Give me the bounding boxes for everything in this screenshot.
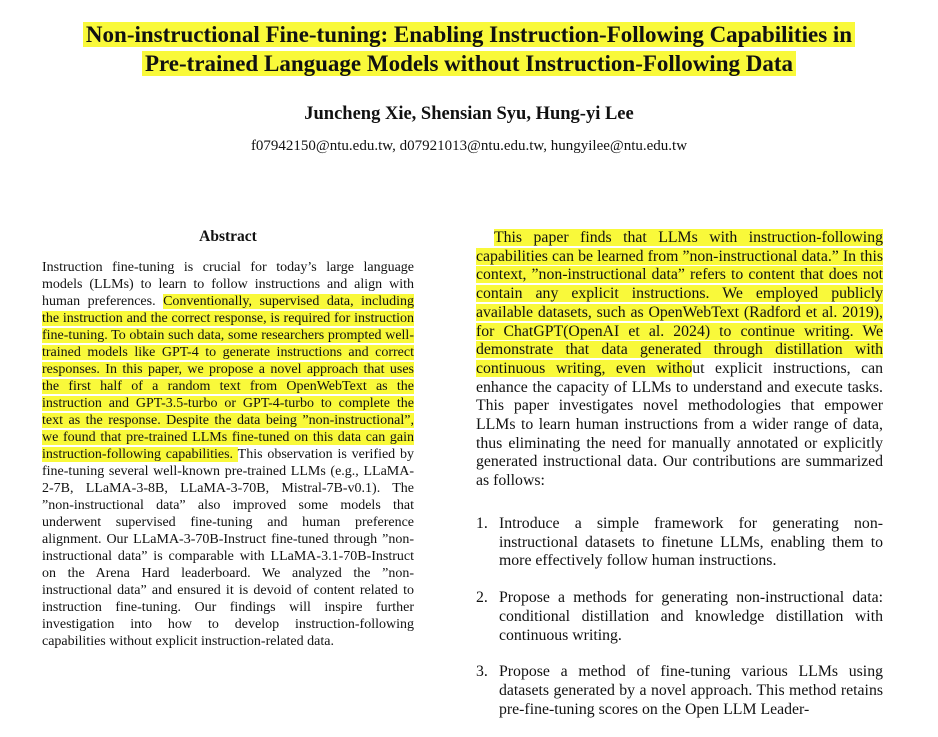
list-item-number: 1. [476, 515, 488, 532]
author-emails: f07942150@ntu.edu.tw, d07921013@ntu.edu.tw, hungyilee@ntu.edu.tw [250, 138, 688, 154]
abstract-body [42, 259, 414, 650]
list-item [476, 589, 883, 645]
author-list: Juncheng Xie, Shensian Syu, Hung-yi Lee [304, 104, 634, 124]
intro-highlight: This paper finds that LLMs with instruction-following capabilities can be learned from ”non-instructional data.” In this context, ”non-instructional data” refers to content that does not contain any explicit instructions. We employed publicly available datasets, such as OpenWebText (Radford et al. 2019), for ChatGPT(OpenAI et al. 2024) to continue writing. We demonstrate that data generated through distillation with continuous writing, even witho [476, 229, 883, 377]
section-heading-fragment [150, 710, 350, 716]
list-item-text: Introduce a simple framework for generating non-instructional datasets to finetune LLMs, enabling them to more effectively follow human instructions. [499, 515, 883, 570]
list-item [476, 515, 883, 571]
paper-title [0, 20, 938, 78]
intro-paragraph [476, 229, 883, 491]
abstract-text-end: This observation is verified by fine-tuning several well-known pre-trained LLMs (e.g., LLaMA-2-7B, LLaMA-3-8B, LLaMA-3-70B, Mistral-7B-v0.1). The ”non-instructional data” also improved some models that underwent supervised fine-tuning and human preference alignment. Our LLaMA-3-70B-Instruct fine-tuned through ”non-instructional data” is comparable with LLaMA-3.1-70B-Instruct on the Arena Hard leaderboard. We analyzed the ”non-instructional data” and ensured it is devoid of content related to instruction fine-tuning. Our findings will inspire further investigation into how to develop instruction-following capabilities without explicit instruction-related data. [42, 447, 414, 649]
intro-text: ut explicit instructions, can enhance the capacity of LLMs to understand and execute tasks. This paper investigates novel methodologies that empower LLMs to learn human instructions from a wider range of data, thus eliminating the need for manually annotated or explicitly generated instructional data. Our contributions are summarized as follows: [476, 359, 883, 490]
list-item-text: Propose a method of fine-tuning various LLMs using datasets generated by a novel approach. This method retains pre-fine-tuning scores on the Open LLM Leader- [499, 663, 883, 718]
list-item [476, 663, 883, 719]
list-item-number: 2. [476, 589, 488, 607]
paper-title-line2: Pre-trained Language Models without Instruction-Following Data [142, 51, 796, 76]
list-item-number: 3. [476, 663, 488, 681]
contributions-list [476, 515, 883, 737]
abstract-highlight: Conventionally, supervised data, including the instruction and the correct response, is required for instruction fine-tuning. To obtain such data, some researchers prompted well-trained models like GPT-4 to generate instructions and correct responses. In this paper, we propose a novel approach that uses the first half of a random text from OpenWebText as the instruction and GPT-3.5-turbo or GPT-4-turbo to complete the text as the response. Despite the data being ”non-instructional”, we found that pre-trained LLMs fine-tuned on this data can gain instruction-following capabilities. [42, 294, 415, 462]
list-item-text: Propose a methods for generating non-instructional data: conditional distillation and knowledge distillation with continuous writing. [499, 589, 883, 644]
paper-title-line1: Non-instructional Fine-tuning: Enabling Instruction-Following Capabilities in [83, 22, 855, 47]
abstract-heading: Abstract [199, 228, 257, 245]
abstract-text-start: Instruction fine-tuning is crucial for today’s large language models (LLMs) to learn to follow instructions and align with human preferences. [42, 260, 414, 309]
